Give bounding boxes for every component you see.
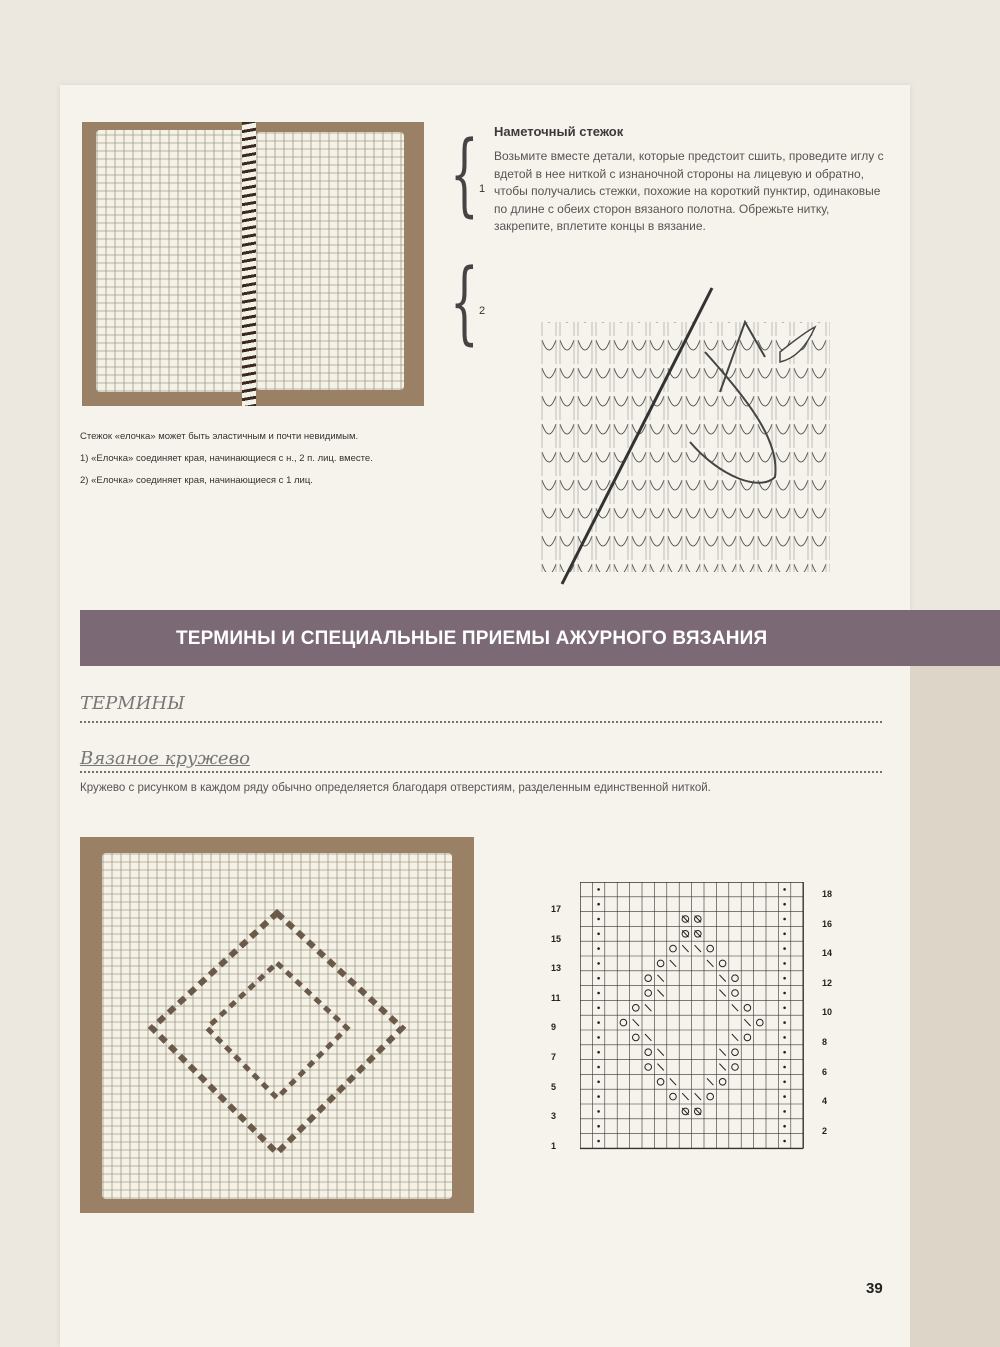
- chart-row-label: 15: [551, 933, 562, 944]
- chart-row-label: 14: [822, 948, 833, 959]
- chart-row-label: 6: [822, 1066, 828, 1077]
- lace-text: Кружево с рисунком в каждом ряду обычно определяется благодаря отверстиям, разделенным единственной ниткой.: [80, 782, 711, 794]
- chart-row-label: 18: [822, 889, 833, 899]
- needle-stitch-illustration: [540, 282, 840, 592]
- lace-chart: [580, 882, 806, 1154]
- brace-2-number: 2: [479, 305, 486, 317]
- brace-1: {: [450, 122, 479, 227]
- section-banner: [80, 610, 1000, 666]
- chart-row-label: 5: [551, 1081, 557, 1092]
- banner-title: ТЕРМИНЫ И СПЕЦИАЛЬНЫЕ ПРИЕМЫ АЖУРНОГО ВЯЗАНИЯ: [176, 628, 768, 649]
- seam-caption-line-1: Стежок «елочка» может быть эластичным и почти невидимым.: [80, 431, 359, 442]
- lace-photo: [80, 837, 474, 1213]
- chart-row-label: 17: [551, 904, 562, 914]
- seam-caption-line-3: 2) «Елочка» соединяет края, начинающиеся с 1 лиц.: [80, 475, 313, 486]
- chart-row-label: 7: [551, 1052, 557, 1062]
- seam-photo: [82, 122, 424, 406]
- brace-2: {: [450, 250, 479, 355]
- side-tab: [910, 666, 1000, 1347]
- chart-row-label: 3: [551, 1111, 557, 1122]
- chart-row-label: 10: [822, 1007, 833, 1018]
- seam-caption-line-2: 1) «Елочка» соединяет края, начинающиеся с н., 2 п. лиц. вместе.: [80, 453, 373, 464]
- terms-heading: ТЕРМИНЫ: [80, 693, 185, 714]
- chart-row-label: 13: [551, 963, 562, 974]
- chart-row-label: 11: [551, 992, 561, 1003]
- chart-row-label: 8: [822, 1037, 828, 1047]
- basting-title: Наметочный стежок: [494, 124, 624, 139]
- basting-text: Возьмите вместе детали, которые предстоит сшить, проведите иглу с вдетой в нее ниткой с изнаночной стороны на лицевую и обратно, чтобы получались стежки, похожие на короткий пунктир, одинаковые по длине с обеих сторон вязаного полотна. Обрежьте нитку, закрепите, вплетите концы в вязание.: [494, 149, 884, 233]
- chart-row-label: 16: [822, 918, 833, 929]
- page-number: 39: [866, 1280, 883, 1297]
- lace-divider: [80, 771, 882, 773]
- chart-row-label: 9: [551, 1022, 557, 1033]
- brace-1-number: 1: [479, 183, 486, 195]
- chart-row-label: 12: [822, 977, 833, 988]
- chart-row-label: 1: [551, 1140, 557, 1151]
- seam-caption: [80, 426, 373, 492]
- chart-row-label: 2: [822, 1125, 828, 1136]
- lace-subheading: Вязаное кружево: [80, 748, 250, 769]
- chart-row-label: 4: [822, 1096, 828, 1107]
- terms-divider: [80, 721, 882, 723]
